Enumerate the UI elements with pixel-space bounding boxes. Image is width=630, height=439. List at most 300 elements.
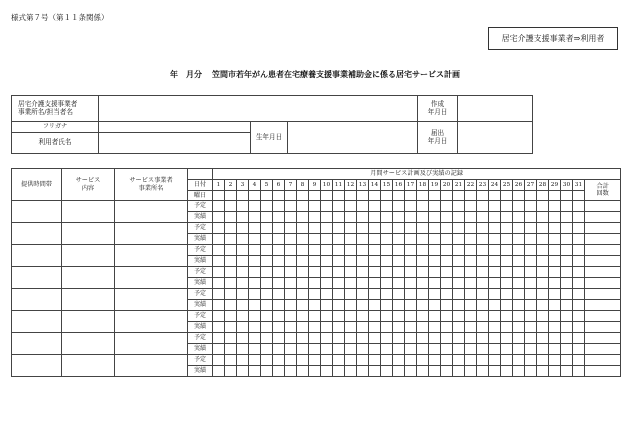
weekday-cell[interactable] (429, 191, 441, 201)
day-cell[interactable] (261, 289, 273, 300)
day-cell[interactable] (573, 333, 585, 344)
day-cell[interactable] (561, 223, 573, 234)
day-cell[interactable] (453, 322, 465, 333)
day-cell[interactable] (405, 355, 417, 366)
weekday-cell[interactable] (549, 191, 561, 201)
day-cell[interactable] (429, 322, 441, 333)
day-cell[interactable] (261, 311, 273, 322)
day-cell[interactable] (345, 311, 357, 322)
service-content-cell[interactable] (62, 289, 115, 311)
day-cell[interactable] (249, 201, 261, 212)
day-cell[interactable] (285, 234, 297, 245)
day-cell[interactable] (549, 267, 561, 278)
day-cell[interactable] (441, 333, 453, 344)
day-cell[interactable] (237, 256, 249, 267)
day-cell[interactable] (417, 366, 429, 377)
weekday-cell[interactable] (573, 191, 585, 201)
day-cell[interactable] (561, 278, 573, 289)
day-cell[interactable] (561, 355, 573, 366)
day-cell[interactable] (393, 322, 405, 333)
day-cell[interactable] (537, 245, 549, 256)
day-cell[interactable] (549, 201, 561, 212)
day-cell[interactable] (297, 300, 309, 311)
total-count-cell[interactable] (585, 311, 621, 322)
day-cell[interactable] (465, 300, 477, 311)
day-cell[interactable] (345, 344, 357, 355)
day-cell[interactable] (333, 333, 345, 344)
day-cell[interactable] (261, 300, 273, 311)
day-cell[interactable] (405, 366, 417, 377)
day-cell[interactable] (417, 234, 429, 245)
day-cell[interactable] (513, 245, 525, 256)
day-cell[interactable] (405, 267, 417, 278)
day-cell[interactable] (261, 256, 273, 267)
day-cell[interactable] (405, 223, 417, 234)
day-cell[interactable] (489, 245, 501, 256)
day-cell[interactable] (357, 267, 369, 278)
day-cell[interactable] (321, 311, 333, 322)
day-cell[interactable] (213, 278, 225, 289)
day-cell[interactable] (453, 344, 465, 355)
day-cell[interactable] (501, 366, 513, 377)
day-cell[interactable] (321, 300, 333, 311)
day-cell[interactable] (273, 322, 285, 333)
service-provider-cell[interactable] (115, 289, 188, 311)
day-cell[interactable] (297, 366, 309, 377)
day-cell[interactable] (573, 300, 585, 311)
day-cell[interactable] (465, 366, 477, 377)
day-cell[interactable] (249, 322, 261, 333)
day-cell[interactable] (525, 256, 537, 267)
day-cell[interactable] (477, 256, 489, 267)
day-cell[interactable] (477, 267, 489, 278)
day-cell[interactable] (297, 289, 309, 300)
day-cell[interactable] (453, 245, 465, 256)
day-cell[interactable] (393, 234, 405, 245)
day-cell[interactable] (429, 201, 441, 212)
day-cell[interactable] (237, 300, 249, 311)
day-cell[interactable] (381, 311, 393, 322)
time-slot-cell[interactable] (12, 267, 62, 289)
day-cell[interactable] (429, 267, 441, 278)
day-cell[interactable] (405, 344, 417, 355)
day-cell[interactable] (285, 355, 297, 366)
weekday-cell[interactable] (405, 191, 417, 201)
day-cell[interactable] (261, 322, 273, 333)
day-cell[interactable] (561, 212, 573, 223)
day-cell[interactable] (393, 289, 405, 300)
day-cell[interactable] (537, 322, 549, 333)
day-cell[interactable] (501, 245, 513, 256)
weekday-cell[interactable] (393, 191, 405, 201)
day-cell[interactable] (381, 300, 393, 311)
day-cell[interactable] (237, 366, 249, 377)
day-cell[interactable] (573, 344, 585, 355)
day-cell[interactable] (513, 300, 525, 311)
day-cell[interactable] (357, 256, 369, 267)
day-cell[interactable] (225, 223, 237, 234)
day-cell[interactable] (333, 278, 345, 289)
day-cell[interactable] (237, 289, 249, 300)
provider-field[interactable] (99, 96, 418, 122)
day-cell[interactable] (213, 333, 225, 344)
day-cell[interactable] (465, 278, 477, 289)
day-cell[interactable] (249, 278, 261, 289)
day-cell[interactable] (417, 322, 429, 333)
day-cell[interactable] (249, 289, 261, 300)
day-cell[interactable] (465, 344, 477, 355)
day-cell[interactable] (285, 344, 297, 355)
day-cell[interactable] (453, 234, 465, 245)
day-cell[interactable] (489, 366, 501, 377)
day-cell[interactable] (525, 311, 537, 322)
day-cell[interactable] (537, 223, 549, 234)
day-cell[interactable] (321, 289, 333, 300)
day-cell[interactable] (285, 201, 297, 212)
day-cell[interactable] (441, 267, 453, 278)
day-cell[interactable] (321, 278, 333, 289)
day-cell[interactable] (393, 256, 405, 267)
day-cell[interactable] (225, 300, 237, 311)
weekday-cell[interactable] (333, 191, 345, 201)
furigana-field[interactable] (99, 122, 251, 133)
day-cell[interactable] (357, 366, 369, 377)
day-cell[interactable] (237, 267, 249, 278)
day-cell[interactable] (417, 344, 429, 355)
total-count-cell[interactable] (585, 344, 621, 355)
day-cell[interactable] (345, 300, 357, 311)
created-date-field[interactable] (458, 96, 533, 122)
day-cell[interactable] (561, 201, 573, 212)
day-cell[interactable] (405, 311, 417, 322)
day-cell[interactable] (309, 278, 321, 289)
day-cell[interactable] (249, 333, 261, 344)
day-cell[interactable] (333, 366, 345, 377)
day-cell[interactable] (369, 223, 381, 234)
day-cell[interactable] (573, 267, 585, 278)
day-cell[interactable] (465, 212, 477, 223)
day-cell[interactable] (225, 267, 237, 278)
day-cell[interactable] (477, 212, 489, 223)
day-cell[interactable] (237, 201, 249, 212)
day-cell[interactable] (333, 201, 345, 212)
day-cell[interactable] (513, 267, 525, 278)
day-cell[interactable] (213, 245, 225, 256)
day-cell[interactable] (381, 322, 393, 333)
day-cell[interactable] (321, 234, 333, 245)
day-cell[interactable] (489, 278, 501, 289)
weekday-cell[interactable] (477, 191, 489, 201)
day-cell[interactable] (357, 333, 369, 344)
day-cell[interactable] (405, 300, 417, 311)
day-cell[interactable] (273, 344, 285, 355)
day-cell[interactable] (477, 234, 489, 245)
day-cell[interactable] (249, 267, 261, 278)
day-cell[interactable] (489, 333, 501, 344)
filed-date-field[interactable] (458, 122, 533, 154)
day-cell[interactable] (225, 333, 237, 344)
day-cell[interactable] (549, 366, 561, 377)
service-content-cell[interactable] (62, 311, 115, 333)
day-cell[interactable] (345, 234, 357, 245)
day-cell[interactable] (405, 212, 417, 223)
day-cell[interactable] (561, 366, 573, 377)
weekday-cell[interactable] (489, 191, 501, 201)
day-cell[interactable] (333, 256, 345, 267)
day-cell[interactable] (513, 311, 525, 322)
day-cell[interactable] (213, 267, 225, 278)
day-cell[interactable] (525, 223, 537, 234)
day-cell[interactable] (489, 344, 501, 355)
day-cell[interactable] (309, 201, 321, 212)
service-content-cell[interactable] (62, 223, 115, 245)
day-cell[interactable] (369, 322, 381, 333)
day-cell[interactable] (489, 322, 501, 333)
day-cell[interactable] (357, 223, 369, 234)
day-cell[interactable] (417, 245, 429, 256)
day-cell[interactable] (525, 212, 537, 223)
day-cell[interactable] (429, 278, 441, 289)
weekday-cell[interactable] (321, 191, 333, 201)
day-cell[interactable] (561, 333, 573, 344)
day-cell[interactable] (381, 355, 393, 366)
day-cell[interactable] (237, 278, 249, 289)
day-cell[interactable] (225, 322, 237, 333)
total-count-cell[interactable] (585, 245, 621, 256)
day-cell[interactable] (369, 267, 381, 278)
day-cell[interactable] (465, 333, 477, 344)
day-cell[interactable] (249, 366, 261, 377)
day-cell[interactable] (501, 355, 513, 366)
weekday-cell[interactable] (441, 191, 453, 201)
day-cell[interactable] (549, 223, 561, 234)
day-cell[interactable] (285, 311, 297, 322)
day-cell[interactable] (321, 223, 333, 234)
day-cell[interactable] (357, 322, 369, 333)
day-cell[interactable] (237, 223, 249, 234)
day-cell[interactable] (381, 333, 393, 344)
day-cell[interactable] (225, 366, 237, 377)
day-cell[interactable] (357, 234, 369, 245)
day-cell[interactable] (285, 366, 297, 377)
day-cell[interactable] (225, 256, 237, 267)
time-slot-cell[interactable] (12, 289, 62, 311)
day-cell[interactable] (357, 245, 369, 256)
day-cell[interactable] (393, 223, 405, 234)
day-cell[interactable] (537, 212, 549, 223)
day-cell[interactable] (501, 212, 513, 223)
day-cell[interactable] (369, 366, 381, 377)
day-cell[interactable] (273, 223, 285, 234)
service-content-cell[interactable] (62, 355, 115, 377)
day-cell[interactable] (333, 311, 345, 322)
day-cell[interactable] (369, 201, 381, 212)
day-cell[interactable] (249, 223, 261, 234)
time-slot-cell[interactable] (12, 223, 62, 245)
day-cell[interactable] (573, 355, 585, 366)
day-cell[interactable] (441, 289, 453, 300)
day-cell[interactable] (237, 322, 249, 333)
day-cell[interactable] (525, 300, 537, 311)
day-cell[interactable] (429, 366, 441, 377)
day-cell[interactable] (501, 201, 513, 212)
day-cell[interactable] (573, 289, 585, 300)
day-cell[interactable] (345, 355, 357, 366)
day-cell[interactable] (345, 366, 357, 377)
weekday-cell[interactable] (213, 191, 225, 201)
day-cell[interactable] (297, 322, 309, 333)
day-cell[interactable] (513, 322, 525, 333)
day-cell[interactable] (333, 267, 345, 278)
day-cell[interactable] (513, 234, 525, 245)
time-slot-cell[interactable] (12, 311, 62, 333)
day-cell[interactable] (489, 212, 501, 223)
day-cell[interactable] (261, 212, 273, 223)
day-cell[interactable] (357, 201, 369, 212)
day-cell[interactable] (465, 289, 477, 300)
day-cell[interactable] (561, 256, 573, 267)
day-cell[interactable] (225, 289, 237, 300)
day-cell[interactable] (525, 201, 537, 212)
day-cell[interactable] (321, 322, 333, 333)
day-cell[interactable] (213, 201, 225, 212)
day-cell[interactable] (537, 234, 549, 245)
day-cell[interactable] (417, 289, 429, 300)
day-cell[interactable] (261, 223, 273, 234)
day-cell[interactable] (537, 333, 549, 344)
day-cell[interactable] (297, 278, 309, 289)
day-cell[interactable] (357, 311, 369, 322)
day-cell[interactable] (489, 234, 501, 245)
day-cell[interactable] (561, 267, 573, 278)
day-cell[interactable] (261, 366, 273, 377)
day-cell[interactable] (501, 267, 513, 278)
day-cell[interactable] (213, 311, 225, 322)
day-cell[interactable] (381, 256, 393, 267)
day-cell[interactable] (477, 355, 489, 366)
day-cell[interactable] (273, 355, 285, 366)
day-cell[interactable] (477, 322, 489, 333)
day-cell[interactable] (573, 234, 585, 245)
day-cell[interactable] (213, 234, 225, 245)
day-cell[interactable] (501, 322, 513, 333)
weekday-cell[interactable] (465, 191, 477, 201)
day-cell[interactable] (501, 278, 513, 289)
day-cell[interactable] (321, 245, 333, 256)
day-cell[interactable] (429, 234, 441, 245)
day-cell[interactable] (429, 355, 441, 366)
day-cell[interactable] (453, 201, 465, 212)
day-cell[interactable] (309, 256, 321, 267)
day-cell[interactable] (465, 245, 477, 256)
day-cell[interactable] (573, 311, 585, 322)
day-cell[interactable] (321, 366, 333, 377)
day-cell[interactable] (249, 344, 261, 355)
day-cell[interactable] (549, 212, 561, 223)
day-cell[interactable] (309, 223, 321, 234)
day-cell[interactable] (285, 333, 297, 344)
day-cell[interactable] (405, 245, 417, 256)
day-cell[interactable] (405, 333, 417, 344)
day-cell[interactable] (525, 289, 537, 300)
day-cell[interactable] (393, 245, 405, 256)
day-cell[interactable] (381, 344, 393, 355)
day-cell[interactable] (309, 322, 321, 333)
day-cell[interactable] (453, 311, 465, 322)
day-cell[interactable] (321, 344, 333, 355)
day-cell[interactable] (537, 366, 549, 377)
day-cell[interactable] (417, 311, 429, 322)
day-cell[interactable] (381, 289, 393, 300)
day-cell[interactable] (333, 245, 345, 256)
day-cell[interactable] (573, 366, 585, 377)
day-cell[interactable] (381, 267, 393, 278)
day-cell[interactable] (561, 311, 573, 322)
day-cell[interactable] (441, 300, 453, 311)
day-cell[interactable] (441, 344, 453, 355)
day-cell[interactable] (249, 234, 261, 245)
day-cell[interactable] (369, 311, 381, 322)
day-cell[interactable] (261, 333, 273, 344)
day-cell[interactable] (429, 333, 441, 344)
service-content-cell[interactable] (62, 201, 115, 223)
day-cell[interactable] (513, 289, 525, 300)
weekday-cell[interactable] (297, 191, 309, 201)
day-cell[interactable] (321, 201, 333, 212)
service-content-cell[interactable] (62, 267, 115, 289)
day-cell[interactable] (549, 344, 561, 355)
day-cell[interactable] (537, 278, 549, 289)
day-cell[interactable] (465, 256, 477, 267)
service-provider-cell[interactable] (115, 267, 188, 289)
day-cell[interactable] (417, 201, 429, 212)
day-cell[interactable] (261, 344, 273, 355)
day-cell[interactable] (333, 355, 345, 366)
day-cell[interactable] (453, 223, 465, 234)
day-cell[interactable] (405, 256, 417, 267)
day-cell[interactable] (393, 267, 405, 278)
day-cell[interactable] (285, 212, 297, 223)
day-cell[interactable] (573, 245, 585, 256)
day-cell[interactable] (441, 223, 453, 234)
total-count-cell[interactable] (585, 333, 621, 344)
day-cell[interactable] (345, 201, 357, 212)
day-cell[interactable] (393, 355, 405, 366)
day-cell[interactable] (477, 333, 489, 344)
service-provider-cell[interactable] (115, 333, 188, 355)
day-cell[interactable] (213, 344, 225, 355)
day-cell[interactable] (525, 333, 537, 344)
day-cell[interactable] (501, 256, 513, 267)
weekday-cell[interactable] (225, 191, 237, 201)
day-cell[interactable] (561, 344, 573, 355)
weekday-cell[interactable] (513, 191, 525, 201)
day-cell[interactable] (309, 300, 321, 311)
day-cell[interactable] (489, 289, 501, 300)
day-cell[interactable] (501, 300, 513, 311)
day-cell[interactable] (345, 223, 357, 234)
day-cell[interactable] (297, 245, 309, 256)
day-cell[interactable] (273, 366, 285, 377)
day-cell[interactable] (453, 256, 465, 267)
day-cell[interactable] (549, 300, 561, 311)
day-cell[interactable] (273, 311, 285, 322)
day-cell[interactable] (465, 355, 477, 366)
day-cell[interactable] (309, 344, 321, 355)
day-cell[interactable] (273, 300, 285, 311)
day-cell[interactable] (549, 278, 561, 289)
day-cell[interactable] (393, 344, 405, 355)
